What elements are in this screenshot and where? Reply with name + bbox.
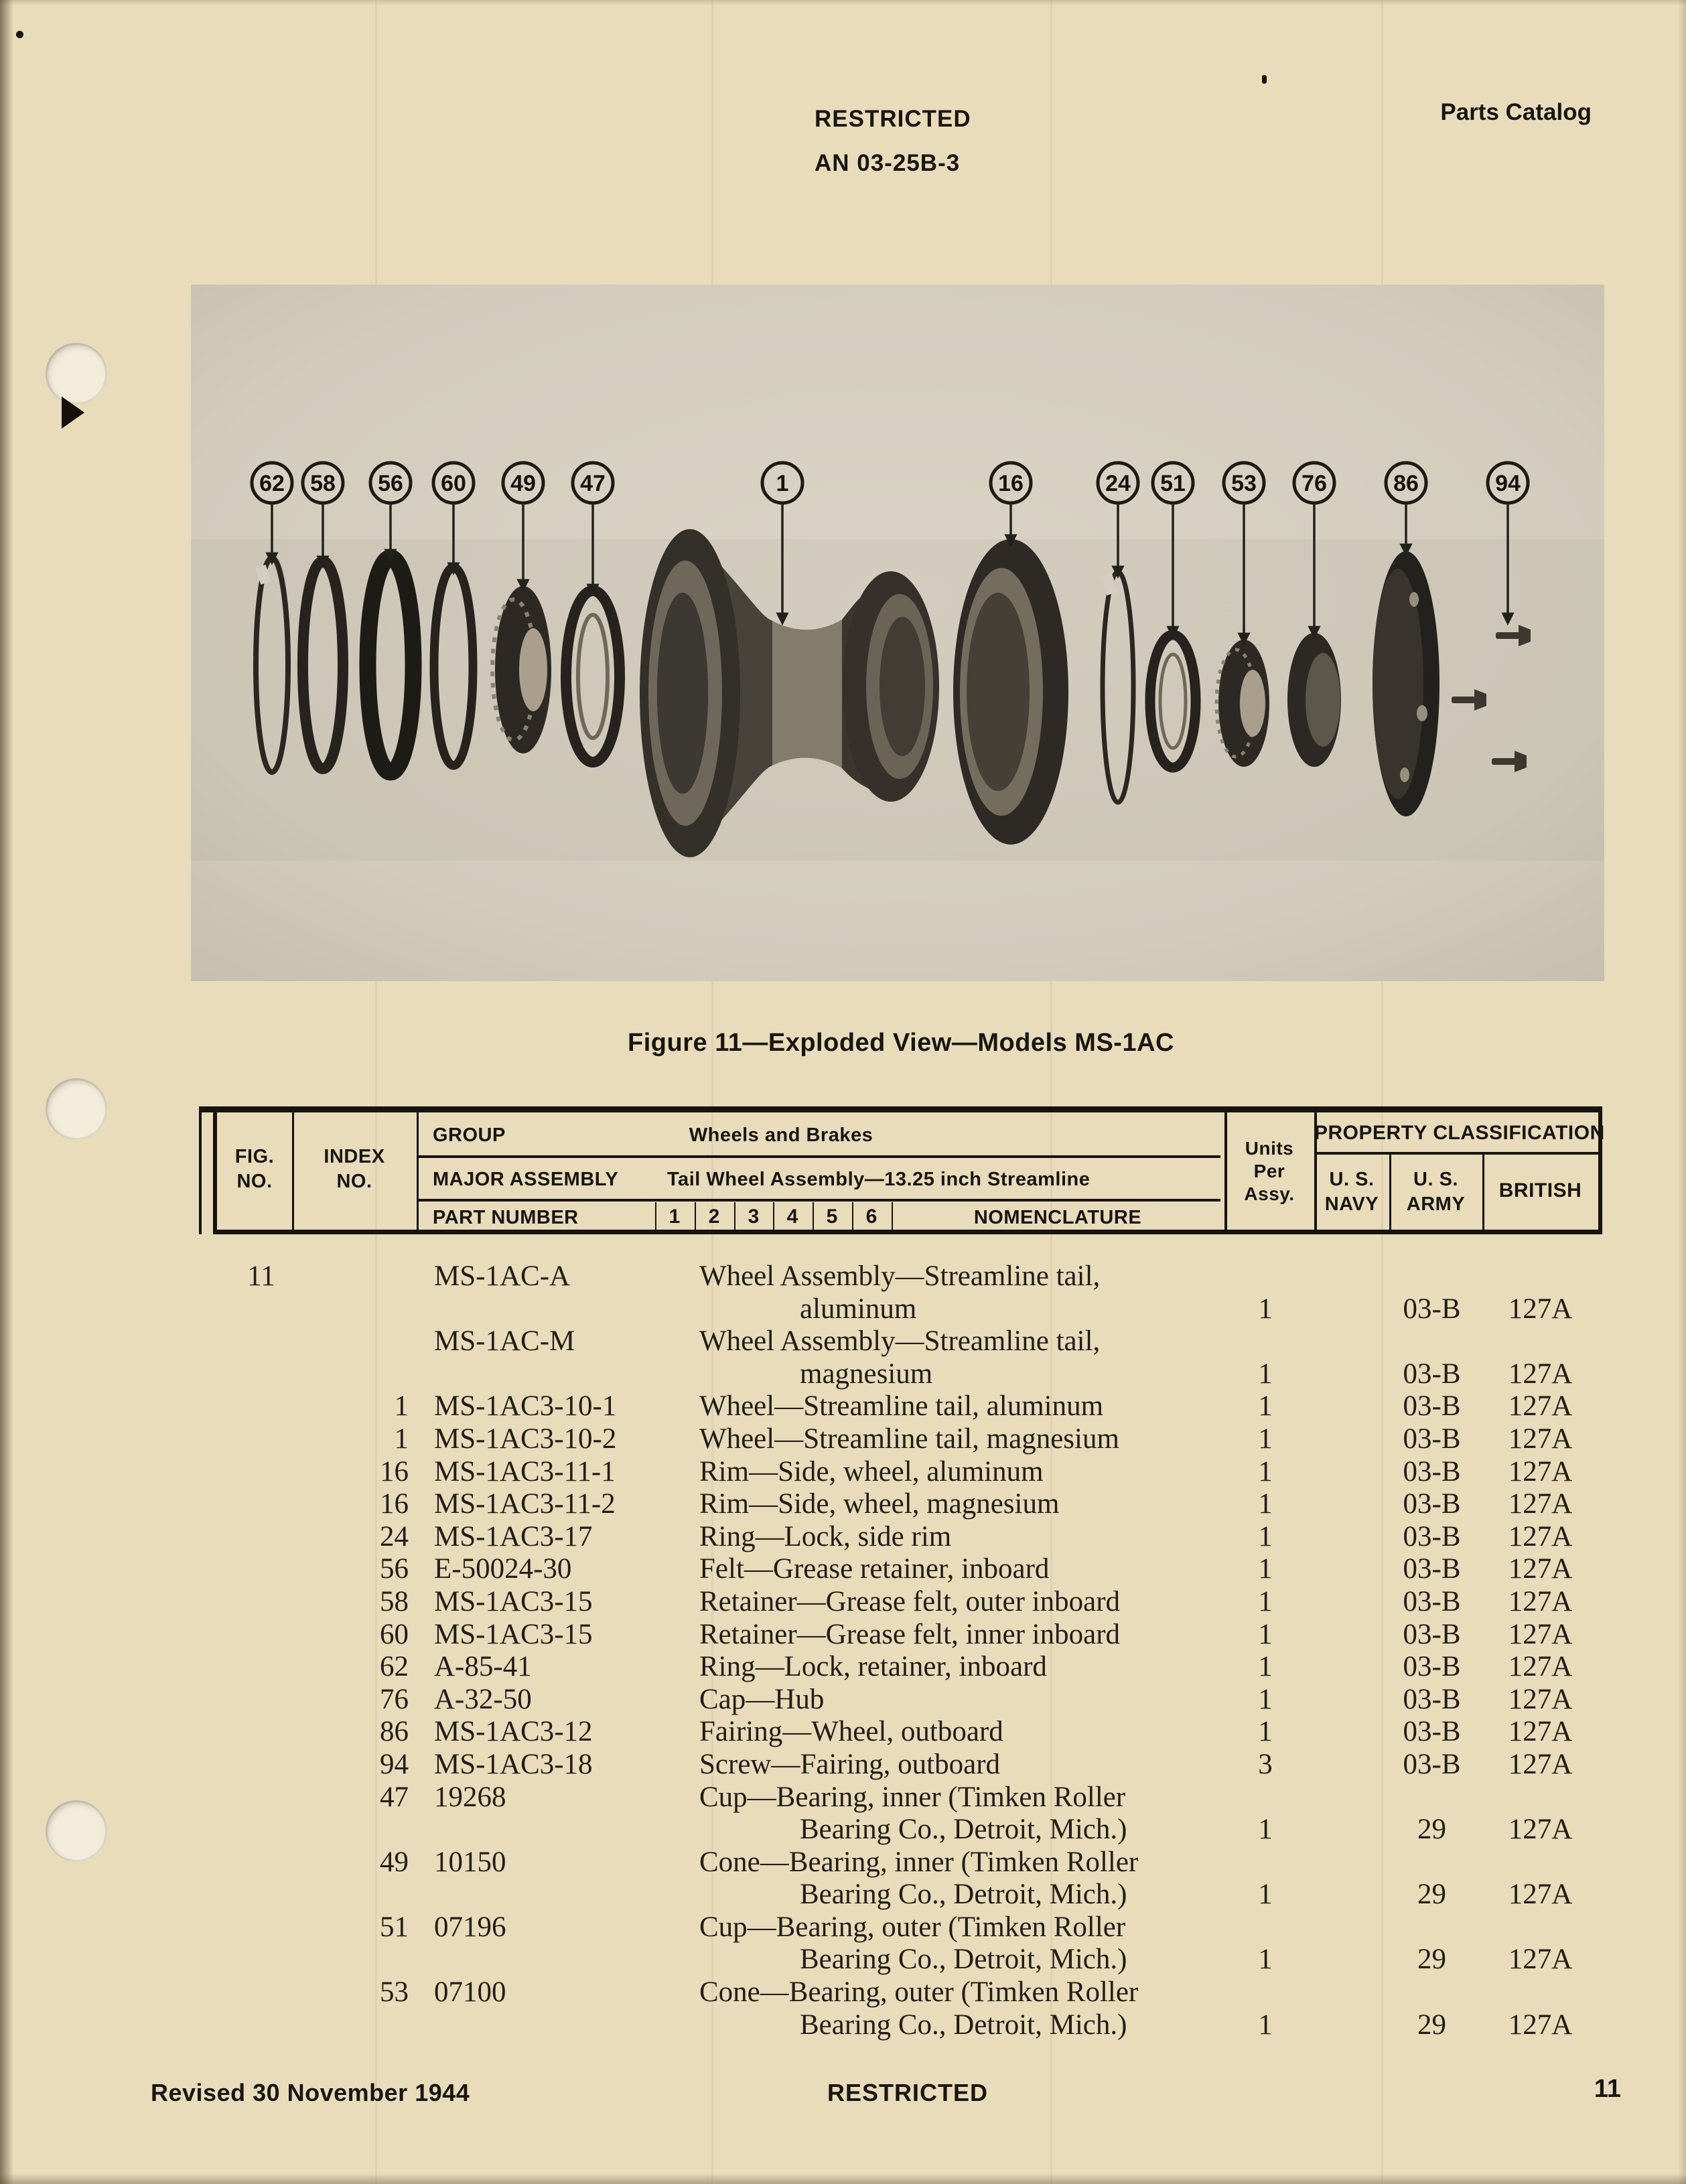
svg-text:24: 24 (1105, 471, 1131, 496)
cell-part-number: E-50024-30 (434, 1553, 572, 1585)
cell-nomenclature: Rim—Side, wheel, aluminum (699, 1455, 1044, 1487)
parts-table-body (0, 1260, 1686, 2041)
cell-nomenclature: Wheel—Streamline tail, aluminum (699, 1390, 1104, 1423)
cell-nomenclature: Cup—Bearing, inner (Timken Roller Bearing Co., Detroit, Mich.) (699, 1781, 1127, 1846)
cell-nomenclature: Retainer—Grease felt, inner inboard (699, 1618, 1121, 1650)
cell-units-per-assy: 1 (1258, 1716, 1273, 1748)
cell-units-per-assy: 1 (1258, 1423, 1273, 1455)
svg-text:86: 86 (1393, 471, 1419, 496)
cell-units-per-assy: 1 (1258, 1814, 1273, 1846)
units-per-assy-label: Units Per Assy. (1244, 1138, 1295, 1204)
tick (655, 1202, 656, 1230)
cell-nomenclature: Cone—Bearing, inner (Timken Roller Bearing Co., Detroit, Mich.) (699, 1846, 1139, 1911)
cell-index-no: 56 (380, 1553, 409, 1585)
table-row (0, 1911, 1686, 1976)
table-left-rule (199, 1106, 202, 1234)
cell-us-army: 03-B (1403, 1293, 1461, 1325)
cell-index-no: 51 (380, 1911, 409, 1943)
cell-us-army: 03-B (1403, 1488, 1461, 1520)
svg-text:58: 58 (310, 471, 336, 496)
cell-part-number: 07196 (434, 1911, 506, 1943)
cell-us-army: 03-B (1403, 1358, 1461, 1390)
svg-text:76: 76 (1302, 471, 1327, 496)
cell-british: 127A (1508, 1944, 1573, 1976)
cell-nomenclature: Cone—Bearing, outer (Timken Roller Bearing Co., Detroit, Mich.) (699, 1976, 1139, 2041)
cell-index-no: 49 (380, 1846, 409, 1878)
cell-british: 127A (1508, 1390, 1573, 1423)
svg-text:51: 51 (1160, 471, 1186, 496)
edge-tab-marker (62, 396, 84, 429)
col-6: 6 (865, 1206, 877, 1228)
table-row (0, 1260, 1686, 1325)
svg-text:53: 53 (1231, 471, 1257, 496)
table-top-rule (199, 1106, 1602, 1112)
page-edge-shadow-bottom (0, 2173, 1686, 2184)
cell-units-per-assy: 1 (1258, 1585, 1273, 1617)
cell-part-number: MS-1AC-A (434, 1260, 571, 1292)
hole-punch (46, 1078, 107, 1140)
cell-british: 127A (1508, 1553, 1573, 1585)
group-value: Wheels and Brakes (689, 1124, 873, 1146)
table-row (0, 1586, 1686, 1619)
tick (892, 1202, 893, 1230)
ink-speck (16, 31, 23, 38)
cell-british: 127A (1508, 1585, 1573, 1617)
property-classification-label: PROPERTY CLASSIFICATION (1314, 1122, 1605, 1144)
cell-us-army: 03-B (1403, 1716, 1461, 1748)
cell-index-no: 16 (380, 1455, 409, 1487)
divider (1314, 1152, 1598, 1155)
svg-text:56: 56 (378, 471, 403, 496)
cell-british: 127A (1508, 2009, 1573, 2041)
cell-us-army: 03-B (1403, 1553, 1461, 1585)
svg-text:49: 49 (510, 471, 536, 496)
svg-text:60: 60 (441, 471, 466, 496)
cell-british: 127A (1508, 1455, 1573, 1487)
document-number: AN 03-25B-3 (815, 150, 961, 176)
cell-index-no: 16 (380, 1488, 409, 1520)
table-row (0, 1781, 1686, 1846)
cell-part-number: 07100 (434, 1976, 506, 2009)
cell-index-no: 1 (394, 1423, 409, 1455)
cell-index-no: 76 (380, 1683, 409, 1715)
cell-us-army: 03-B (1403, 1651, 1461, 1683)
col-4: 4 (786, 1206, 798, 1228)
cell-british: 127A (1508, 1879, 1573, 1911)
cell-fig-no: 11 (247, 1260, 275, 1292)
col-2: 2 (708, 1206, 720, 1228)
table-row (0, 1749, 1686, 1781)
cell-nomenclature: Cap—Hub (699, 1683, 825, 1715)
table-row (0, 1716, 1686, 1749)
cell-units-per-assy: 1 (1258, 1944, 1273, 1976)
cell-units-per-assy: 1 (1258, 1520, 1273, 1552)
cell-british: 127A (1508, 1814, 1573, 1846)
part-number-label: PART NUMBER (433, 1207, 579, 1228)
table-row (0, 1390, 1686, 1423)
cell-part-number: A-32-50 (434, 1683, 532, 1715)
cell-nomenclature: Felt—Grease retainer, inboard (699, 1553, 1050, 1585)
cell-part-number: MS-1AC3-10-2 (434, 1423, 617, 1455)
figure-caption: Figure 11—Exploded View—Models MS-1AC (628, 1029, 1174, 1057)
group-label: GROUP (433, 1124, 506, 1146)
svg-text:1: 1 (776, 471, 789, 496)
col-3: 3 (748, 1206, 760, 1228)
cell-units-per-assy: 1 (1258, 1683, 1273, 1715)
cell-nomenclature: Wheel Assembly—Streamline tail, aluminum (699, 1260, 1101, 1325)
cell-nomenclature: Retainer—Grease felt, outer inboard (699, 1585, 1121, 1617)
col-header-index-no: INDEX NO. (324, 1146, 385, 1192)
table-row (0, 1423, 1686, 1456)
cell-us-army: 03-B (1403, 1455, 1461, 1487)
cell-part-number: A-85-41 (434, 1651, 532, 1683)
table-row (0, 1553, 1686, 1586)
cell-british: 127A (1508, 1618, 1573, 1650)
cell-units-per-assy: 1 (1258, 1293, 1273, 1325)
cell-units-per-assy: 1 (1258, 1455, 1273, 1487)
col-header-us-army: U. S. ARMY (1406, 1169, 1466, 1215)
table-row (0, 1619, 1686, 1652)
cell-part-number: MS-1AC3-10-1 (434, 1390, 617, 1423)
cell-part-number: MS-1AC3-11-2 (434, 1488, 616, 1520)
cell-part-number: MS-1AC3-15 (434, 1618, 593, 1650)
cell-nomenclature: Screw—Fairing, outboard (699, 1748, 1001, 1780)
cell-us-army: 03-B (1403, 1520, 1461, 1552)
cell-part-number: MS-1AC3-12 (434, 1716, 593, 1748)
cell-part-number: 10150 (434, 1846, 506, 1878)
hole-punch (46, 343, 107, 405)
col-1: 1 (669, 1206, 681, 1228)
exploded-view-drawing (191, 285, 1604, 981)
cell-british: 127A (1508, 1358, 1573, 1390)
svg-text:94: 94 (1495, 471, 1521, 496)
svg-text:47: 47 (580, 471, 606, 496)
parts-table-header (199, 1106, 1605, 1234)
cell-units-per-assy: 1 (1258, 1358, 1273, 1390)
table-row (0, 1651, 1686, 1684)
divider (417, 1112, 419, 1230)
cell-us-army: 03-B (1403, 1618, 1461, 1650)
footer-security-marking: RESTRICTED (827, 2079, 988, 2106)
cell-index-no: 58 (380, 1585, 409, 1617)
tick (813, 1202, 814, 1230)
cell-british: 127A (1508, 1293, 1573, 1325)
col-header-british: BRITISH (1498, 1179, 1582, 1202)
cell-us-army: 03-B (1403, 1683, 1461, 1715)
major-assembly-value: Tail Wheel Assembly—13.25 inch Streamline (667, 1169, 1091, 1190)
cell-part-number: MS-1AC3-11-1 (434, 1455, 616, 1487)
cell-nomenclature: Wheel Assembly—Streamline tail, magnesium (699, 1325, 1101, 1390)
col-5: 5 (826, 1206, 838, 1228)
table-header-box (213, 1112, 1605, 1234)
major-assembly-label: MAJOR ASSEMBLY (433, 1169, 619, 1190)
cell-british: 127A (1508, 1748, 1573, 1780)
cell-us-army: 03-B (1403, 1585, 1461, 1617)
cell-british: 127A (1508, 1488, 1573, 1520)
catalog-type-label: Parts Catalog (1440, 99, 1592, 125)
cell-index-no: 24 (380, 1520, 409, 1552)
cell-units-per-assy: 1 (1258, 1618, 1273, 1650)
cell-british: 127A (1508, 1423, 1573, 1455)
cell-nomenclature: Ring—Lock, retainer, inboard (699, 1651, 1047, 1683)
cell-units-per-assy: 1 (1258, 2009, 1273, 2041)
page-edge-shadow-top (0, 0, 1686, 5)
cell-us-army: 03-B (1403, 1423, 1461, 1455)
cell-us-army: 03-B (1403, 1390, 1461, 1423)
table-row (0, 1521, 1686, 1554)
table-row (0, 1846, 1686, 1911)
security-marking: RESTRICTED (815, 106, 971, 132)
col-header-us-navy: U. S. NAVY (1324, 1169, 1379, 1215)
cell-nomenclature: Rim—Side, wheel, magnesium (699, 1488, 1060, 1520)
tick (695, 1202, 696, 1230)
tick (773, 1202, 774, 1230)
cell-units-per-assy: 3 (1258, 1748, 1273, 1780)
page-number: 11 (1594, 2075, 1621, 2103)
cell-us-army: 29 (1417, 1814, 1446, 1846)
table-row (0, 1456, 1686, 1489)
cell-index-no: 1 (394, 1390, 409, 1423)
table-row (0, 1488, 1686, 1521)
cell-units-per-assy: 1 (1258, 1488, 1273, 1520)
cell-british: 127A (1508, 1651, 1573, 1683)
table-row (0, 1976, 1686, 2041)
cell-index-no: 60 (380, 1618, 409, 1650)
cell-part-number: MS-1AC-M (434, 1325, 575, 1358)
cell-index-no: 53 (380, 1976, 409, 2009)
cell-part-number: MS-1AC3-18 (434, 1748, 593, 1780)
tick (852, 1202, 853, 1230)
cell-british: 127A (1508, 1520, 1573, 1552)
table-row (0, 1325, 1686, 1390)
cell-nomenclature: Ring—Lock, side rim (699, 1520, 952, 1552)
tick (734, 1202, 735, 1230)
cell-index-no: 47 (380, 1781, 409, 1813)
cell-units-per-assy: 1 (1258, 1651, 1273, 1683)
divider (417, 1199, 1220, 1202)
cell-nomenclature: Wheel—Streamline tail, magnesium (699, 1423, 1119, 1455)
svg-text:16: 16 (998, 471, 1024, 496)
cell-part-number: MS-1AC3-17 (434, 1520, 593, 1552)
cell-us-army: 29 (1417, 2009, 1446, 2041)
cell-nomenclature: Fairing—Wheel, outboard (699, 1716, 1003, 1748)
cell-nomenclature: Cup—Bearing, outer (Timken Roller Bearing Co., Detroit, Mich.) (699, 1911, 1127, 1976)
cell-part-number: MS-1AC3-15 (434, 1585, 593, 1617)
cell-us-army: 03-B (1403, 1748, 1461, 1780)
ink-speck (1262, 75, 1267, 84)
table-row (0, 1684, 1686, 1717)
col-header-fig-no: FIG. NO. (234, 1146, 275, 1192)
cell-british: 127A (1508, 1716, 1573, 1748)
cell-part-number: 19268 (434, 1781, 506, 1813)
exploded-view-photo (191, 285, 1604, 981)
svg-text:62: 62 (259, 471, 285, 496)
cell-us-army: 29 (1417, 1944, 1446, 1976)
cell-index-no: 94 (380, 1748, 409, 1780)
nomenclature-label: NOMENCLATURE (973, 1207, 1142, 1228)
cell-units-per-assy: 1 (1258, 1879, 1273, 1911)
cell-us-army: 29 (1417, 1879, 1446, 1911)
cell-british: 127A (1508, 1683, 1573, 1715)
cell-units-per-assy: 1 (1258, 1390, 1273, 1423)
cell-units-per-assy: 1 (1258, 1553, 1273, 1585)
cell-index-no: 62 (380, 1651, 409, 1683)
divider (417, 1155, 1220, 1158)
revision-date: Revised 30 November 1944 (151, 2079, 470, 2106)
cell-index-no: 86 (380, 1716, 409, 1748)
